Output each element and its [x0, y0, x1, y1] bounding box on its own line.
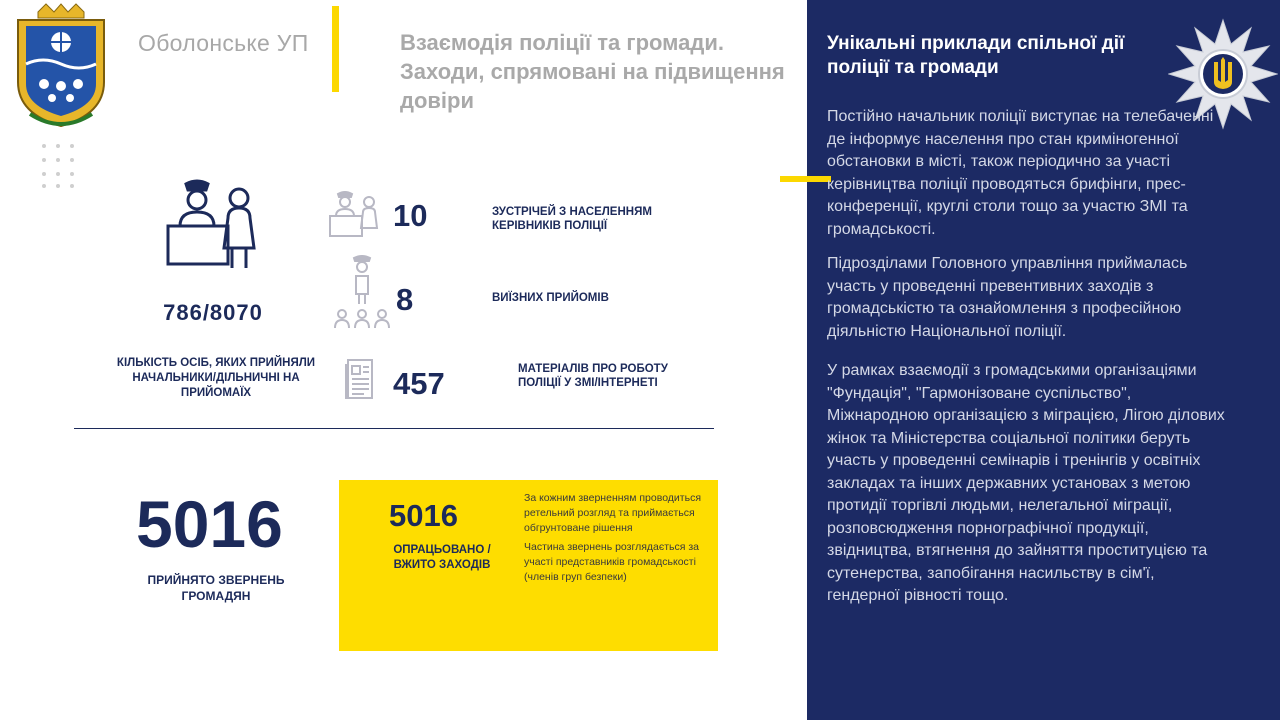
processed-text-2: Частина звернень розглядається за участі представників громадськості (членів груп безпеки) [524, 541, 699, 583]
accent-bar [332, 6, 339, 92]
stat-meetings-value: 10 [393, 198, 428, 233]
stat-field-caption: ВИЇЗНИХ ПРИЙОМІВ [492, 292, 609, 304]
stat-meetings-caption: ЗУСТРІЧЕЙ З НАСЕЛЕННЯМ КЕРІВНИКІВ ПОЛІЦІЇ [492, 206, 652, 232]
meeting-icon [328, 190, 380, 238]
appeals-caption: ПРИЙНЯТО ЗВЕРНЕНЬ ГРОМАДЯН [147, 573, 285, 603]
appeals-value: 5016 [136, 487, 283, 561]
newspaper-icon [344, 358, 374, 400]
panel-accent-bar [780, 176, 831, 182]
receptions-ratio: 786/8070 [163, 300, 263, 325]
slide-title: Взаємодія поліції та громади. Заходи, спрямовані на підвищення довіри [400, 30, 785, 113]
processed-caption: ОПРАЦЬОВАНО / ВЖИТО ЗАХОДІВ [393, 544, 491, 571]
unit-name: Оболонське УП [138, 30, 309, 56]
officer-reception-icon [162, 178, 264, 272]
processed-text-1: За кожним зверненням проводиться ретельний розгляд та приймається обгрунтоване рішення [524, 492, 702, 534]
section-divider [74, 428, 714, 429]
city-crest-icon [10, 2, 112, 130]
panel-paragraph-3: У рамках взаємодії з громадськими організаціями "Фундація", "Гармонізоване суспільство", Міжнародною організацією з міграцією, Лігою ділових жінок та Міністерства соціальної політики беруть участь у проведенні семінарів і тренінгів у освітніх закладах та інших державних установах з метою протидії торгівлі людьми, нелегальної міграції, розповсюдження порнографічної продукції, звідництва, втягнення до зайняття проституцією та сутенерства, запобігання насильству в сім'ї, гендерної рівності тощо. [827, 362, 1225, 604]
processed-value: 5016 [389, 498, 458, 533]
group-reception-icon [332, 254, 392, 332]
receptions-ratio-caption: КІЛЬКІСТЬ ОСІБ, ЯКИХ ПРИЙНЯЛИ НАЧАЛЬНИКИ/ДІЛЬНИЧНІ НА ПРИЙОМАЇХ [116, 357, 316, 399]
processed-description [524, 491, 714, 585]
panel-paragraph-2: Підрозділами Головного управління приймалась участь у проведенні превентивних заходів з громадськістю та ознайомлення з професійною діяльністю Національної поліції. [827, 255, 1188, 340]
stat-media-value: 457 [393, 366, 445, 401]
panel-title: Унікальні приклади спільної дії поліції та громади [827, 33, 1125, 78]
decorative-dots-icon [40, 142, 76, 190]
panel-paragraph-1: Постійно начальник поліції виступає на телебаченні де інформує населення про стан криміногенної обстановки в місті, також періодично за участі керівництва поліції проводяться брифінги, прес-конференції, круглі столи тощо за участю ЗМІ та громадськості. [827, 108, 1214, 238]
stat-media-caption: МАТЕРІАЛІВ ПРО РОБОТУ ПОЛІЦІЇ У ЗМІ/ІНТЕРНЕТІ [518, 363, 668, 389]
stat-field-value: 8 [396, 282, 414, 317]
